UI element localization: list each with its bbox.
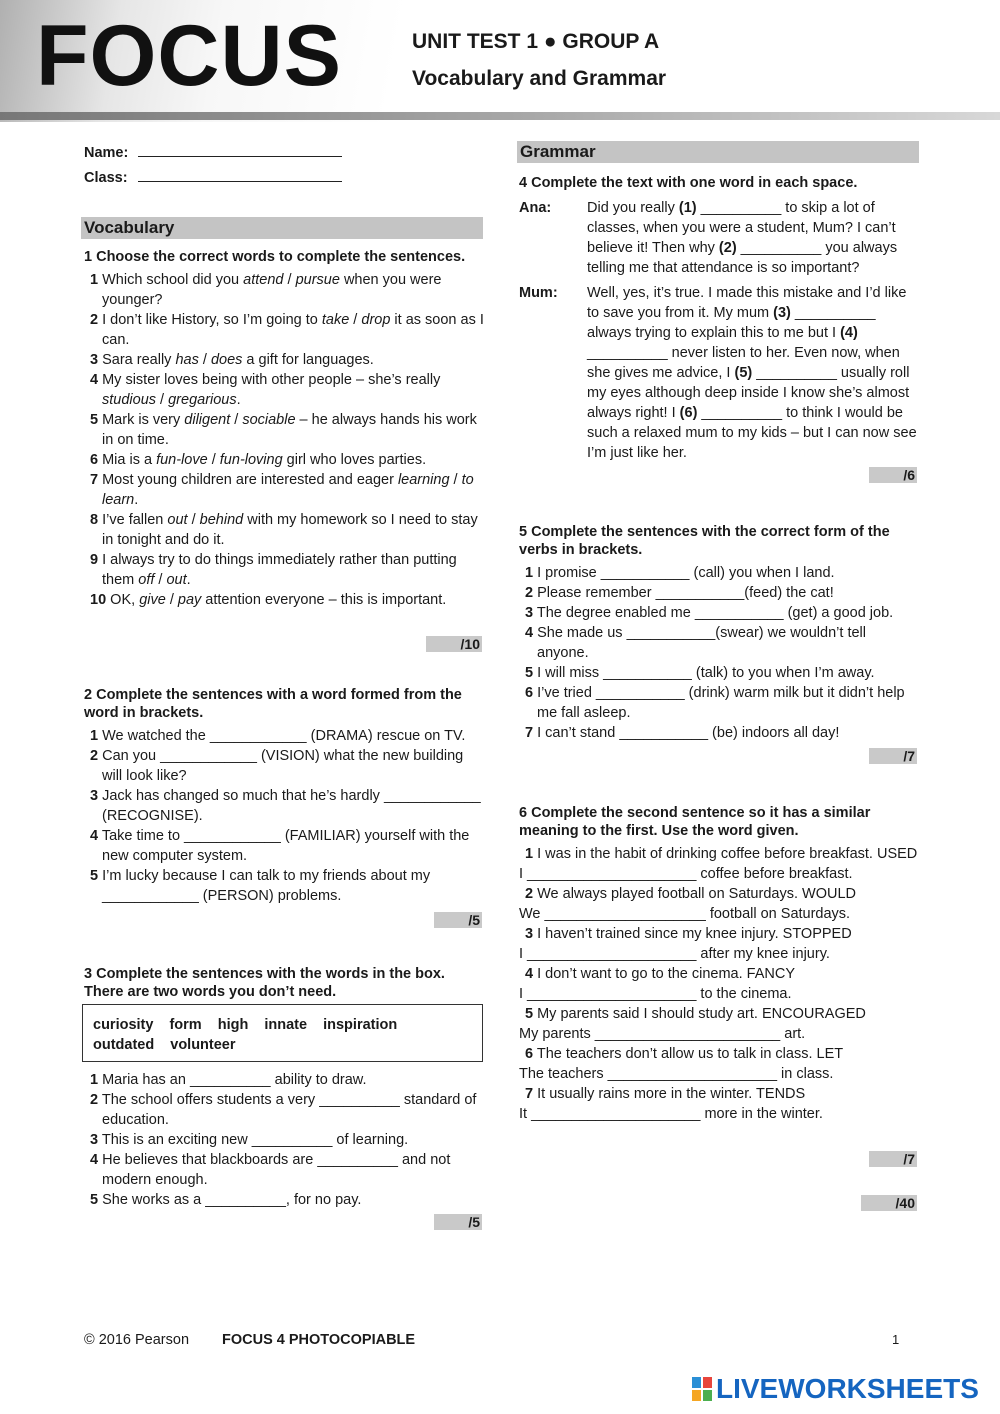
- item-text: I’ve tried ___________ (drink) warm milk but it didn’t help me fall asleep.: [533, 685, 905, 721]
- item-text: I’ve fallen: [98, 512, 168, 528]
- item-number: 3: [525, 605, 534, 621]
- word-box-word: curiosity: [93, 1017, 154, 1033]
- item-text: Most young children are interested and eager: [98, 472, 398, 488]
- focus-logo: FOCUS: [36, 8, 342, 104]
- page-number: 1: [892, 1332, 900, 1347]
- item-text: Maria has an __________ ability to draw.: [98, 1072, 367, 1088]
- item-text: – he always hands his work in on time.: [102, 412, 477, 448]
- exercise-6-items: [519, 844, 919, 1124]
- word-choice: has: [175, 352, 199, 368]
- item-number: 5: [90, 868, 99, 884]
- word-choice: out: [167, 512, 188, 528]
- list-item: [84, 310, 484, 350]
- speaker-name: Ana:: [519, 200, 552, 216]
- item-text: /: [449, 472, 462, 488]
- item-text: It usually rains more in the winter. TENDS: [533, 1086, 806, 1102]
- item-text: I will miss ___________ (talk) to you when I’m away.: [533, 665, 875, 681]
- list-item: [519, 603, 919, 623]
- item-number: 1: [525, 846, 534, 862]
- item-text: /: [207, 452, 220, 468]
- gap-number: (6): [679, 405, 698, 421]
- word-choice: diligent: [184, 412, 231, 428]
- item-number: 10: [90, 592, 107, 608]
- dialogue-text: Did you really: [587, 200, 679, 216]
- item-text: Can you ____________ (VISION) what the new building will look like?: [98, 748, 464, 784]
- item-number: 6: [90, 452, 99, 468]
- item-number: 2: [525, 585, 534, 601]
- item-number: 4: [90, 828, 99, 844]
- class-label: Class:: [84, 170, 128, 186]
- gap-number: (4): [840, 325, 858, 341]
- word-choice: attend: [243, 272, 284, 288]
- list-item: [519, 964, 919, 984]
- answer-line: The teachers _____________________ in class.: [519, 1066, 834, 1082]
- list-item: [84, 510, 484, 550]
- item-text: I was in the habit of drinking coffee before breakfast. USED: [533, 846, 918, 862]
- dialogue-text: __________ never listen to her. Even now, when she gives me advice, I: [587, 345, 900, 381]
- item-number: 8: [90, 512, 99, 528]
- liveworksheets-text: LIVEWORKSHEETS: [716, 1373, 979, 1404]
- word-box-word: inspiration: [323, 1017, 398, 1033]
- item-text: attention everyone – this is important.: [201, 592, 447, 608]
- word-choice: studious: [102, 392, 157, 408]
- gap-number: (1): [678, 200, 697, 216]
- item-text: .: [236, 392, 241, 408]
- list-item: [519, 663, 919, 683]
- list-item: [84, 450, 484, 470]
- dialogue-text: Well, yes, it’s true. I made this mistake and I’d like to save you from it. My mum: [587, 285, 907, 321]
- item-text: I always try to do things immediately rather than putting them: [98, 552, 457, 588]
- list-item: [519, 1084, 919, 1104]
- item-text: /: [349, 312, 362, 328]
- list-item: [84, 350, 484, 370]
- list-item: [519, 623, 919, 663]
- dialogue-text: __________ you always telling me that attendance is so important?: [587, 240, 898, 276]
- dialogue-text: __________ to skip a lot of classes, when you were a student, Mum? I can’t believe it! Then why: [587, 200, 896, 256]
- speaker-text: [587, 198, 917, 278]
- exercise-6-instruction: 6 Complete the second sentence so it has a similar meaning to the first. Use the word given.: [519, 805, 871, 839]
- item-text: She made us ___________(swear) we wouldn’t tell anyone.: [533, 625, 866, 661]
- item-text: when you were younger?: [102, 272, 442, 308]
- exercise-2: [84, 686, 484, 906]
- item-text: OK,: [106, 592, 140, 608]
- unit-subtitle: Vocabulary and Grammar: [412, 67, 667, 90]
- item-text: Mia is a: [98, 452, 157, 468]
- list-item: [84, 1150, 484, 1190]
- list-item: [84, 410, 484, 450]
- exercise-6-score: /7: [869, 1151, 917, 1167]
- answer-line: We ____________________ football on Saturdays.: [519, 906, 851, 922]
- list-item: [519, 1004, 919, 1024]
- list-item: [84, 1190, 484, 1210]
- liveworksheets-icon: [692, 1377, 712, 1401]
- word-choice: out: [166, 572, 187, 588]
- item-text: The teachers don’t allow us to talk in class. LET: [533, 1046, 844, 1062]
- item-text: Please remember ___________(feed) the cat!: [533, 585, 834, 601]
- item-text: with my homework so I need to stay in tonight and do it.: [102, 512, 478, 548]
- answer-line: I _____________________ after my knee injury.: [519, 946, 830, 962]
- word-choice: behind: [199, 512, 244, 528]
- exercise-1: [84, 248, 484, 610]
- word-box-word: volunteer: [170, 1037, 236, 1053]
- exercise-4-dialogue: [519, 198, 919, 463]
- speaker-name: Mum:: [519, 285, 558, 301]
- answer-line: I _____________________ to the cinema.: [519, 986, 792, 1002]
- item-text: .: [134, 492, 139, 508]
- dialogue-text: __________ to think I would be such a relaxed mum to my kids – but I can now see I’m just like her.: [587, 405, 917, 461]
- item-number: 4: [525, 625, 534, 641]
- exercise-3-items-block: [84, 1070, 484, 1210]
- class-line[interactable]: [138, 168, 342, 182]
- word-choice: pursue: [295, 272, 340, 288]
- item-number: 2: [90, 748, 99, 764]
- item-text: My sister loves being with other people – she’s really: [98, 372, 441, 388]
- word-choice: gregarious: [168, 392, 237, 408]
- list-item: [84, 1130, 484, 1150]
- exercise-4-score: /6: [869, 467, 917, 483]
- unit-title: UNIT TEST 1 ● GROUP A: [412, 30, 660, 53]
- item-number: 1: [525, 565, 534, 581]
- copyright: © 2016 Pearson: [84, 1332, 190, 1348]
- answer-line: I _____________________ coffee before breakfast.: [519, 866, 853, 882]
- word-box-word: form: [169, 1017, 202, 1033]
- exercise-5-score: /7: [869, 748, 917, 764]
- word-choice: drop: [361, 312, 391, 328]
- list-item: [84, 590, 484, 610]
- item-number: 2: [90, 312, 99, 328]
- item-text: Mark is very: [98, 412, 185, 428]
- item-text: /: [165, 592, 178, 608]
- item-number: 7: [525, 725, 534, 741]
- item-text: .: [186, 572, 191, 588]
- word-choice: fun-loving: [219, 452, 283, 468]
- item-text: We always played football on Saturdays. WOULD: [533, 886, 856, 902]
- list-item: [84, 1070, 484, 1090]
- list-item: [84, 370, 484, 410]
- exercise-4-instruction: 4 Complete the text with one word in each space.: [519, 175, 858, 191]
- item-text: I haven’t trained since my knee injury. STOPPED: [533, 926, 852, 942]
- item-number: 9: [90, 552, 99, 568]
- item-number: 5: [525, 665, 534, 681]
- item-text: I promise ___________ (call) you when I land.: [533, 565, 835, 581]
- item-text: My parents said I should study art. ENCOURAGED: [533, 1006, 866, 1022]
- name-line[interactable]: [138, 143, 342, 157]
- item-number: 3: [90, 788, 99, 804]
- name-label: Name:: [84, 145, 129, 161]
- item-text: /: [230, 412, 243, 428]
- list-item: [519, 583, 919, 603]
- item-number: 3: [90, 352, 99, 368]
- liveworksheets-brand[interactable]: [692, 1373, 979, 1405]
- word-choice: fun-love: [156, 452, 208, 468]
- dialogue-line: [519, 283, 919, 463]
- exercise-5-instruction: 5 Complete the sentences with the correct form of the verbs in brackets.: [519, 524, 890, 558]
- list-item: [519, 844, 919, 864]
- list-item: [519, 924, 919, 944]
- header-divider: [0, 112, 1000, 120]
- item-text: Which school did you: [98, 272, 244, 288]
- list-item: [519, 563, 919, 583]
- item-number: 3: [525, 926, 534, 942]
- exercise-5-items: [519, 563, 919, 743]
- item-number: 5: [525, 1006, 534, 1022]
- class-field[interactable]: [84, 168, 342, 188]
- answer-line: My parents _______________________ art.: [519, 1026, 806, 1042]
- speaker-text: [587, 283, 917, 463]
- item-number: 1: [90, 728, 99, 744]
- dialogue-line: [519, 198, 919, 278]
- item-text: I can’t stand ___________ (be) indoors all day!: [533, 725, 840, 741]
- word-choice: pay: [177, 592, 202, 608]
- item-text: He believes that blackboards are __________ and not modern enough.: [98, 1152, 451, 1188]
- item-text: The degree enabled me ___________ (get) a good job.: [533, 605, 894, 621]
- item-number: 5: [90, 412, 99, 428]
- exercise-1-instruction: 1 Choose the correct words to complete the sentences.: [84, 249, 466, 265]
- exercise-5: [519, 523, 919, 743]
- item-number: 4: [90, 1152, 99, 1168]
- list-item: [519, 1044, 919, 1064]
- item-text: I don’t like History, so I’m going to: [98, 312, 322, 328]
- word-choice: learning: [397, 472, 450, 488]
- exercise-3-score: /5: [434, 1214, 482, 1230]
- item-number: 3: [90, 1132, 99, 1148]
- list-item: [84, 470, 484, 510]
- item-text: /: [198, 352, 211, 368]
- list-item: [84, 866, 484, 906]
- total-score: /40: [861, 1195, 917, 1211]
- word-choice: does: [210, 352, 243, 368]
- list-item: [84, 1090, 484, 1130]
- list-item: [519, 723, 919, 743]
- item-text: I don’t want to go to the cinema. FANCY: [533, 966, 796, 982]
- word-box-word: high: [217, 1017, 249, 1033]
- word-choice: sociable: [242, 412, 296, 428]
- item-text: The school offers students a very __________ standard of education.: [98, 1092, 477, 1128]
- item-number: 7: [525, 1086, 534, 1102]
- item-text: girl who loves parties.: [282, 452, 427, 468]
- word-box-word: innate: [264, 1017, 308, 1033]
- exercise-3: [84, 965, 484, 1005]
- item-text: /: [283, 272, 296, 288]
- list-item: [84, 826, 484, 866]
- exercise-1-items: [84, 270, 484, 610]
- word-choice: to learn: [102, 472, 474, 508]
- list-item: [84, 746, 484, 786]
- item-number: 4: [90, 372, 99, 388]
- exercise-2-items: [84, 726, 484, 906]
- word-box-word: outdated: [93, 1037, 155, 1053]
- item-text: /: [154, 572, 167, 588]
- list-item: [84, 786, 484, 826]
- item-text: I’m lucky because I can talk to my friends about my ____________ (PERSON) problems.: [98, 868, 431, 904]
- vocabulary-heading: Vocabulary: [81, 217, 483, 239]
- list-item: [84, 550, 484, 590]
- item-text: Jack has changed so much that he’s hardly ____________ (RECOGNISE).: [98, 788, 481, 824]
- list-item: [84, 726, 484, 746]
- item-number: 2: [525, 886, 534, 902]
- list-item: [519, 884, 919, 904]
- word-choice: give: [139, 592, 166, 608]
- item-number: 4: [525, 966, 534, 982]
- exercise-2-score: /5: [434, 912, 482, 928]
- name-field[interactable]: [84, 143, 342, 163]
- list-item: [519, 683, 919, 723]
- exercise-3-items: [84, 1070, 484, 1210]
- item-number: 1: [90, 272, 99, 288]
- word-box: [82, 1004, 483, 1062]
- item-number: 6: [525, 685, 534, 701]
- grammar-heading: Grammar: [517, 141, 919, 163]
- item-text: She works as a __________, for no pay.: [98, 1192, 362, 1208]
- word-choice: off: [138, 572, 155, 588]
- exercise-4: [519, 174, 919, 468]
- item-number: 7: [90, 472, 99, 488]
- dialogue-text: __________ always trying to explain this to me but I: [587, 305, 876, 341]
- word-choice: take: [321, 312, 350, 328]
- item-number: 6: [525, 1046, 534, 1062]
- gap-number: (3): [773, 305, 791, 321]
- gap-number: (5): [734, 365, 753, 381]
- item-text: /: [187, 512, 200, 528]
- exercise-2-instruction: 2 Complete the sentences with a word formed from the word in brackets.: [84, 687, 462, 721]
- dialogue-text: __________ usually roll my eyes although deep inside I know she’s almost always right! I: [587, 365, 910, 421]
- exercise-1-score: /10: [426, 636, 482, 652]
- list-item: [84, 270, 484, 310]
- item-text: Take time to ____________ (FAMILIAR) yourself with the new computer system.: [98, 828, 470, 864]
- item-text: /: [156, 392, 169, 408]
- exercise-6: [519, 804, 919, 1124]
- item-text: This is an exciting new __________ of learning.: [98, 1132, 409, 1148]
- item-text: We watched the ____________ (DRAMA) rescue on TV.: [98, 728, 466, 744]
- footer-label: FOCUS 4 PHOTOCOPIABLE: [222, 1332, 416, 1348]
- item-text: Sara really: [98, 352, 176, 368]
- item-number: 5: [90, 1192, 99, 1208]
- gap-number: (2): [718, 240, 737, 256]
- item-text: it as soon as I can.: [102, 312, 484, 348]
- item-text: a gift for languages.: [242, 352, 374, 368]
- item-number: 2: [90, 1092, 99, 1108]
- exercise-3-instruction: 3 Complete the sentences with the words in the box. There are two words you don’t need.: [84, 966, 445, 1000]
- item-number: 1: [90, 1072, 99, 1088]
- answer-line: It _____________________ more in the winter.: [519, 1106, 823, 1122]
